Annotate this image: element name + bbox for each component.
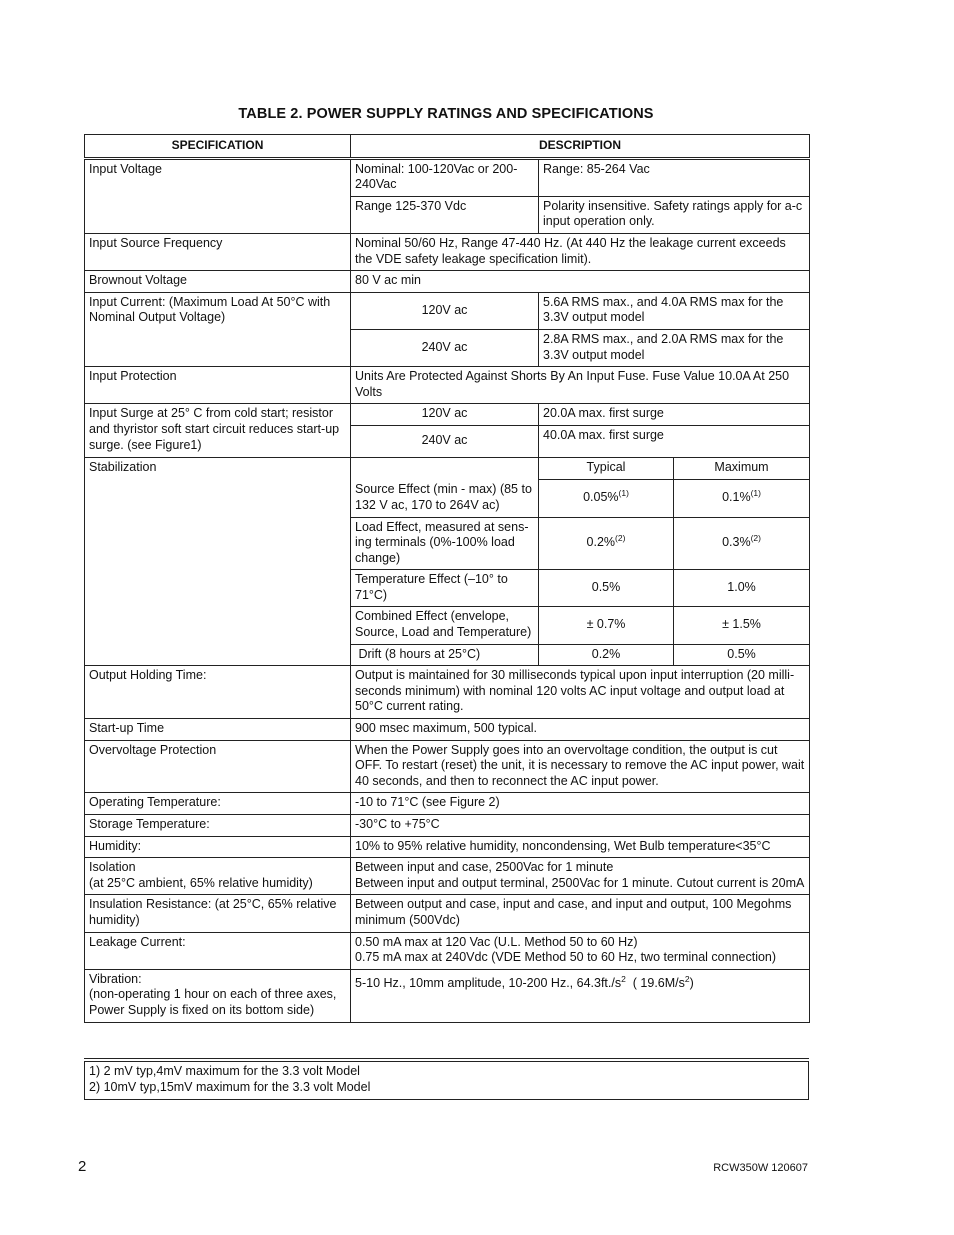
- table-row: [85, 815, 810, 837]
- input-current-120v: 120V ac: [351, 292, 539, 329]
- stab-combined-effect: Combined Effect (envelope, Source, Load and Temperature): [351, 607, 539, 644]
- input-protection-desc: Units Are Protected Against Shorts By An Input Fuse. Fuse Value 10.0A At 250 Volts: [351, 367, 810, 404]
- leakage-desc-line2: 0.75 mA max at 240Vdc (VDE Method 50 to 60 Hz, two terminal connection): [355, 950, 777, 965]
- table-row: [85, 793, 810, 815]
- table-row: [85, 367, 810, 404]
- isolation-label-line1: Isolation: [89, 860, 136, 875]
- row-label-brownout: Brownout Voltage: [85, 271, 351, 293]
- stab-load-typ: 0.2%$^{(2)}$: [539, 517, 674, 570]
- stab-load-max: 0.3%$^{(2)}$: [674, 517, 810, 570]
- row-label-startup: Start-up Time: [85, 719, 351, 741]
- row-label-input-current: Input Current: (Maximum Load At 50°C with Nominal Output Voltage): [85, 292, 351, 366]
- footnote-2: 2) 10mV typ,15mV maximum for the 3.3 volt Model: [89, 1079, 371, 1094]
- spec-table: [84, 134, 810, 1023]
- insulation-desc: Between output and case, input and case, and input and output, 100 Megohms minimum (500Vdc): [351, 895, 810, 932]
- stab-temp-effect: Temperature Effect (–10° to 71°C): [351, 570, 539, 607]
- footnote-1: 1) 2 mV typ,4mV maximum for the 3.3 volt Model: [89, 1064, 360, 1078]
- table-row: [85, 292, 810, 329]
- table-row: [85, 740, 810, 793]
- note-ref: (1): [750, 487, 761, 498]
- stab-load-effect: Load Effect, measured at sens-ing terminals (0%-100% load change): [351, 517, 539, 570]
- table-row: [85, 457, 810, 479]
- stab-temp-typ: 0.5%: [539, 570, 674, 607]
- table-row: [85, 271, 810, 293]
- overvoltage-desc: When the Power Supply goes into an overvoltage condition, the output is cut OFF. To restart (reset) the unit, it is necessary to remove the AC input power, wait 40 seconds, and then to reconnect the AC input power.: [351, 740, 810, 793]
- vibration-label-line1: Vibration:: [89, 971, 142, 986]
- input-frequency-desc: Nominal 50/60 Hz, Range 47-440 Hz. (At 440 Hz the leakage current exceeds the VDE safety leakage specification limit).: [351, 233, 810, 270]
- header-description: DESCRIPTION: [351, 135, 810, 159]
- row-label-operating-temp: Operating Temperature:: [85, 793, 351, 815]
- stab-typical-header: Typical: [539, 457, 674, 479]
- stab-source-typ: 0.05%$^{(1)}$: [539, 479, 674, 517]
- input-surge-240v-desc: 40.0A max. first surge: [539, 425, 810, 457]
- stab-drift-max: 0.5%: [674, 644, 810, 666]
- row-label-storage-temp: Storage Temperature:: [85, 815, 351, 837]
- input-surge-240v: 240V ac: [351, 425, 539, 457]
- row-label-stabilization: Stabilization: [85, 457, 351, 665]
- leakage-desc: [351, 932, 810, 969]
- input-voltage-range-ac: Range: 85-264 Vac: [539, 158, 810, 196]
- row-label-leakage: Leakage Current:: [85, 932, 351, 969]
- input-surge-120v-desc: 20.0A max. first surge: [539, 404, 810, 426]
- isolation-label-line2: (at 25°C ambient, 65% relative humidity): [89, 875, 313, 890]
- input-voltage-nominal: Nominal: 100-120Vac or 200-240Vac: [351, 158, 539, 196]
- brownout-desc: 80 V ac min: [351, 271, 810, 293]
- row-label-insulation: Insulation Resistance: (at 25°C, 65% relative humidity): [85, 895, 351, 932]
- table-row: [85, 404, 810, 426]
- table-row: [85, 158, 810, 196]
- stab-drift-typ: 0.2%: [539, 644, 674, 666]
- page-number: 2: [78, 1158, 87, 1175]
- table-row: [85, 932, 810, 969]
- table-row: [85, 969, 810, 1022]
- document-id: RCW350W 120607: [713, 1162, 808, 1174]
- note-ref: (2): [750, 532, 761, 543]
- operating-temp-desc: -10 to 71°C (see Figure 2): [351, 793, 810, 815]
- table-header-row: [85, 135, 810, 159]
- stab-source-effect: Source Effect (min - max) (85 to 132 V ac, 170 to 264V ac): [351, 457, 539, 517]
- input-current-120v-desc: 5.6A RMS max., and 4.0A RMS max for the 3.3V output model: [539, 292, 810, 329]
- vibration-desc: 5-10 Hz., 10mm amplitude, 10-200 Hz., $64.3ft./s^2$ ( $19.6M/s^2$): [351, 969, 810, 1022]
- isolation-desc: [351, 858, 810, 895]
- row-label-isolation: [85, 858, 351, 895]
- input-surge-120v: 120V ac: [351, 404, 539, 426]
- header-specification: SPECIFICATION: [85, 135, 351, 159]
- table-row: [85, 836, 810, 858]
- table-row: [85, 895, 810, 932]
- table-row: [85, 666, 810, 719]
- isolation-desc-line2: Between input and output terminal, 2500Vac for 1 minute. Cutout current is 20mA: [355, 875, 805, 890]
- stab-maximum-header: Maximum: [674, 457, 810, 479]
- input-current-240v: 240V ac: [351, 329, 539, 366]
- input-voltage-polarity: Polarity insensitive. Safety ratings apply for a-c input operation only.: [539, 196, 810, 233]
- input-voltage-range-dc: Range 125-370 Vdc: [351, 196, 539, 233]
- storage-temp-desc: -30°C to +75°C: [351, 815, 810, 837]
- footnotes-box: [84, 1061, 809, 1100]
- isolation-desc-line1: Between input and case, 2500Vac for 1 minute: [355, 860, 614, 875]
- row-label-input-protection: Input Protection: [85, 367, 351, 404]
- row-label-input-voltage: Input Voltage: [85, 158, 351, 233]
- row-label-humidity: Humidity:: [85, 836, 351, 858]
- holding-time-desc: Output is maintained for 30 milliseconds typical upon input interruption (20 milli-seconds minimum) with nominal 120 volts AC input voltage and output load at 50°C current rating.: [351, 666, 810, 719]
- input-current-240v-desc: 2.8A RMS max., and 2.0A RMS max for the 3.3V output model: [539, 329, 810, 366]
- stab-combined-typ: ± 0.7%: [539, 607, 674, 644]
- table-row: [85, 719, 810, 741]
- row-label-input-frequency: Input Source Frequency: [85, 233, 351, 270]
- stab-drift: Drift (8 hours at 25°C): [351, 644, 539, 666]
- table-row: [85, 858, 810, 895]
- row-label-holding-time: Output Holding Time:: [85, 666, 351, 719]
- stab-combined-max: ± 1.5%: [674, 607, 810, 644]
- stab-source-max: 0.1%$^{(1)}$: [674, 479, 810, 517]
- table-row: [85, 233, 810, 270]
- startup-desc: 900 msec maximum, 500 typical.: [351, 719, 810, 741]
- leakage-desc-line1: 0.50 mA max at 120 Vac (U.L. Method 50 to 60 Hz): [355, 934, 638, 949]
- row-label-vibration: [85, 969, 351, 1022]
- row-label-overvoltage: Overvoltage Protection: [85, 740, 351, 793]
- table-end-rule: [84, 1058, 809, 1059]
- table-title: TABLE 2. POWER SUPPLY RATINGS AND SPECIFICATIONS: [238, 106, 654, 122]
- vibration-label-line2: (non-operating 1 hour on each of three axes, Power Supply is fixed on its bottom side): [89, 987, 337, 1017]
- humidity-desc: 10% to 95% relative humidity, noncondensing, Wet Bulb temperature<35°C: [351, 836, 810, 858]
- stab-temp-max: 1.0%: [674, 570, 810, 607]
- row-label-input-surge: Input Surge at 25° C from cold start; resistor and thyristor soft start circuit reduces start-up surge. (see Figure1): [85, 404, 351, 458]
